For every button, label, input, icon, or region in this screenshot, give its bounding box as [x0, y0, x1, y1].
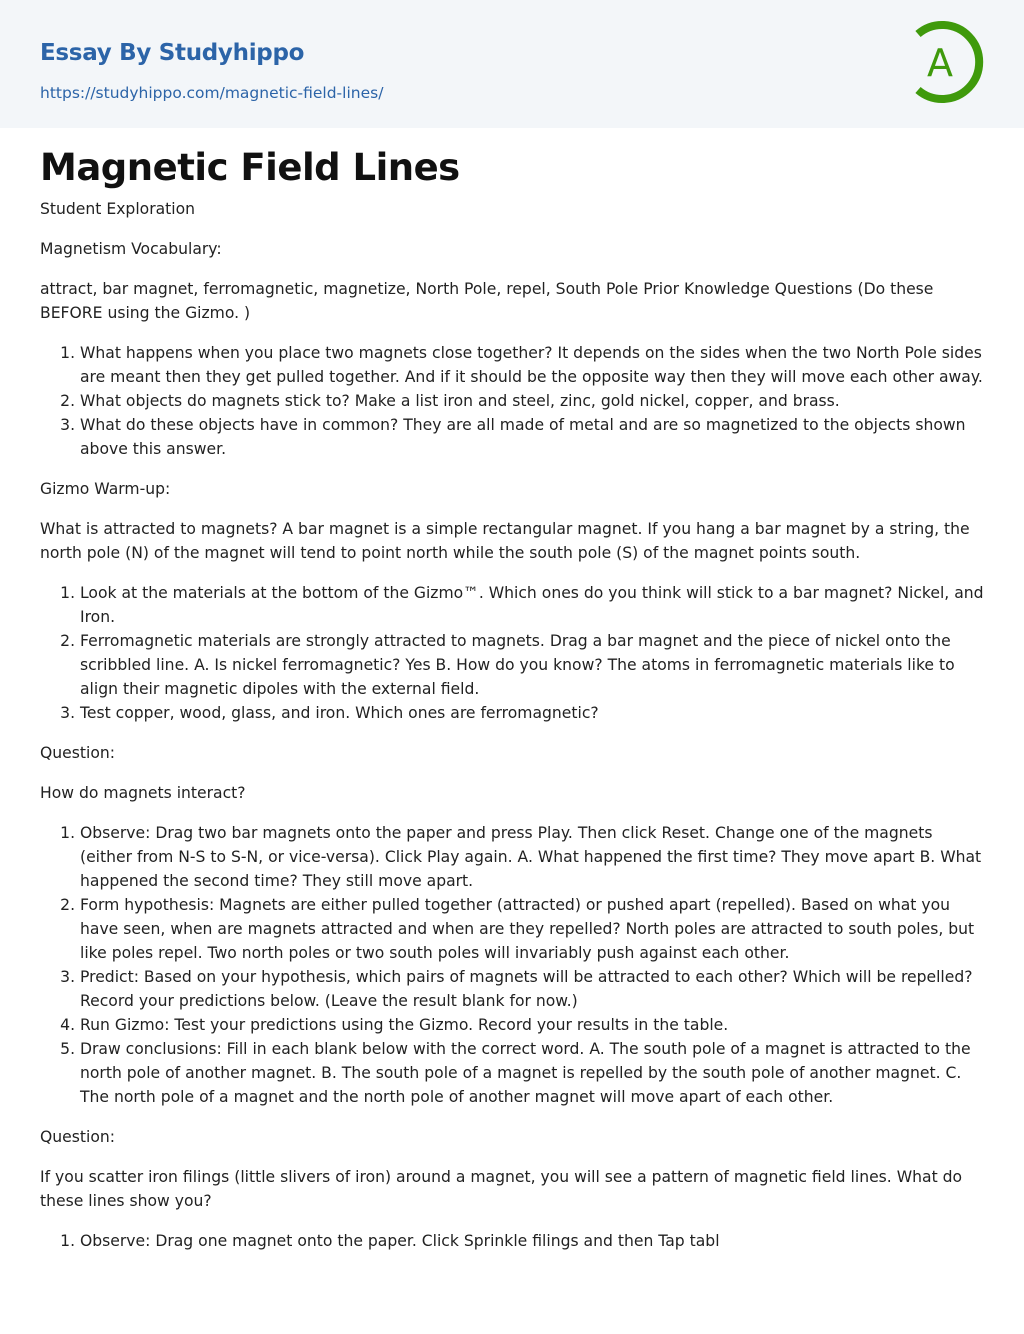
list-item: 3. What do these objects have in common? They are all made of metal and are so magnetized to the objects shown above this answer. — [80, 413, 984, 461]
list-item: 5. Draw conclusions: Fill in each blank below with the correct word. A. The south pole of a magnet is attracted to the north pole of another magnet. B. The south pole of a magnet is repelled by the south pole of another magnet. C. The north pole of a magnet and the north pole of another magnet will move apart of each other. — [80, 1037, 984, 1109]
numbered-list — [40, 581, 984, 725]
page-title: Magnetic Field Lines — [40, 146, 460, 189]
paragraph: If you scatter iron filings (little slivers of iron) around a magnet, you will see a pattern of magnetic field lines. What do these lines show you? — [40, 1168, 963, 1210]
list-item: 1. Observe: Drag two bar magnets onto the paper and press Play. Then click Reset. Change one of the magnets (either from N-S to S-N, or vice-versa). Click Play again. A. What happened the first time? They move apart B. What happened the second time? They still move apart. — [80, 821, 984, 893]
list-item: 4. Run Gizmo: Test your predictions using the Gizmo. Record your results in the table. — [80, 1013, 984, 1037]
paragraph: Student Exploration — [40, 200, 196, 218]
list-item: 3. Test copper, wood, glass, and iron. Which ones are ferromagnetic? — [80, 701, 984, 725]
list-item: 2. Ferromagnetic materials are strongly attracted to magnets. Drag a bar magnet and the piece of nickel onto the scribbled line. A. Is nickel ferromagnetic? Yes B. How do you know? The atoms in ferromagnetic materials like to align their magnetic dipoles with the external field. — [80, 629, 984, 701]
paragraph: How do magnets interact? — [40, 784, 246, 802]
essay-content — [40, 128, 984, 1253]
brand-title: Essay By Studyhippo — [40, 40, 305, 66]
list-item: 3. Predict: Based on your hypothesis, which pairs of magnets will be attracted to each other? Which will be repelled? Record your predictions below. (Leave the result blank for now.) — [80, 965, 984, 1013]
list-item: 2. What objects do magnets stick to? Make a list iron and steel, zinc, gold nickel, copper, and brass. — [80, 389, 984, 413]
numbered-list — [40, 821, 984, 1109]
paragraph: Gizmo Warm-up: — [40, 480, 171, 498]
paragraph: attract, bar magnet, ferromagnetic, magnetize, North Pole, repel, South Pole Prior Knowledge Questions (Do these BEFORE using the Gizmo. ) — [40, 280, 934, 322]
paragraph: Magnetism Vocabulary: — [40, 240, 222, 258]
essay-body — [0, 128, 1024, 1253]
essay-url-link[interactable]: https://studyhippo.com/magnetic-field-lines/ — [40, 84, 384, 102]
paragraph: Question: — [40, 744, 115, 762]
studyhippo-logo-icon[interactable] — [912, 20, 986, 104]
list-item: 1. Observe: Drag one magnet onto the paper. Click Sprinkle filings and then Tap tabl — [80, 1229, 984, 1253]
list-item: 2. Form hypothesis: Magnets are either pulled together (attracted) or pushed apart (repelled). Based on what you have seen, when are magnets attracted and when are they repelled? North poles are attracted to south poles, but like poles repel. Two north poles or two south poles will invariably push against each other. — [80, 893, 984, 965]
logo-letter: A — [927, 41, 953, 85]
paragraph: What is attracted to magnets? A bar magnet is a simple rectangular magnet. If you hang a bar magnet by a string, the north pole (N) of the magnet will tend to point north while the south pole (S) of the magnet points south. — [40, 520, 970, 562]
numbered-list — [40, 341, 984, 461]
numbered-list — [40, 1229, 984, 1253]
paragraph: Question: — [40, 1128, 115, 1146]
list-item: 1. Look at the materials at the bottom of the Gizmo™. Which ones do you think will stick to a bar magnet? Nickel, and Iron. — [80, 581, 984, 629]
list-item: 1. What happens when you place two magnets close together? It depends on the sides when the two North Pole sides are meant then they get pulled together. And if it should be the opposite way then they will move each other away. — [80, 341, 984, 389]
